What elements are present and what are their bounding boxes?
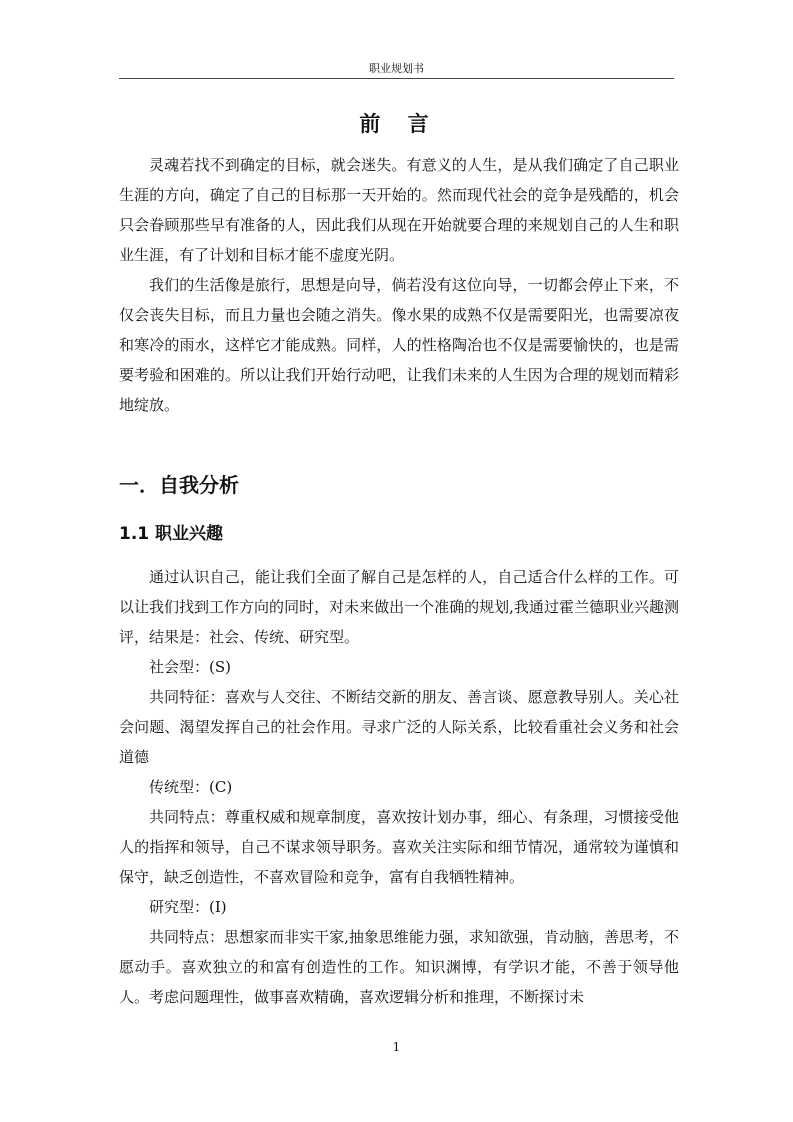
body-paragraph: 共同特征：喜欢与人交往、不断结交新的朋友、善言谈、愿意教导别人。关心社会问题、渴望发挥自己的社会作用。寻求广泛的人际关系，比较看重社会义务和社会道德 (119, 688, 679, 766)
type-label-investigative: 研究型：(I) (149, 898, 227, 916)
body-paragraph: 共同特点：尊重权威和规章制度，喜欢按计划办事，细心、有条理，习惯接受他人的指挥和领导，自己不谋求领导职务。喜欢关注实际和细节情况，通常较为谨慎和保守，缺乏创造性，不喜欢冒险和竞争，富有自我牺牲精神。 (119, 808, 679, 886)
type-label-social: 社会型：(S) (149, 658, 231, 676)
header-rule (119, 78, 674, 79)
body-paragraph: 共同特点：思想家而非实干家,抽象思维能力强，求知欲强，肯动脑，善思考，不愿动手。喜欢独立的和富有创造性的工作。知识渊博，有学识才能，不善于领导他人。考虑问题理性，做事喜欢精确，喜欢逻辑分析和推理，不断探讨未 (119, 928, 679, 1006)
section-heading: 一．自我分析 (119, 473, 239, 497)
type-label-conventional: 传统型：(C) (149, 778, 233, 796)
page-body (119, 104, 679, 1012)
running-header: 职业规划书 (369, 62, 424, 75)
preface-title: 前 言 (359, 112, 439, 136)
preface-paragraph: 灵魂若找不到确定的目标，就会迷失。有意义的人生，是从我们确定了自己职业生涯的方向，确定了自己的目标那一天开始的。然而现代社会的竞争是残酷的，机会只会眷顾那些早有准备的人，因此我们从现在开始就要合理的来规划自己的人生和职业生涯，有了计划和目标才能不虚度光阴。 (119, 156, 679, 264)
page-number: 1 (392, 1040, 401, 1054)
body-paragraph: 通过认识自己，能让我们全面了解自己是怎样的人，自己适合什么样的工作。可以让我们找到工作方向的同时，对未来做出一个准确的规划,我通过霍兰德职业兴趣测评，结果是：社会、传统、研究型。 (119, 568, 679, 646)
preface-paragraph: 我们的生活像是旅行，思想是向导，倘若没有这位向导，一切都会停止下来，不仅会丧失目标，而且力量也会随之消失。像水果的成熟不仅是需要阳光，也需要凉夜和寒冷的雨水，这样它才能成熟。同样，人的性格陶冶也不仅是需要愉快的，也是需要考验和困难的。所以让我们开始行动吧，让我们未来的人生因为合理的规划而精彩地绽放。 (119, 276, 679, 414)
subsection-heading: 1.1 职业兴趣 (119, 524, 224, 544)
